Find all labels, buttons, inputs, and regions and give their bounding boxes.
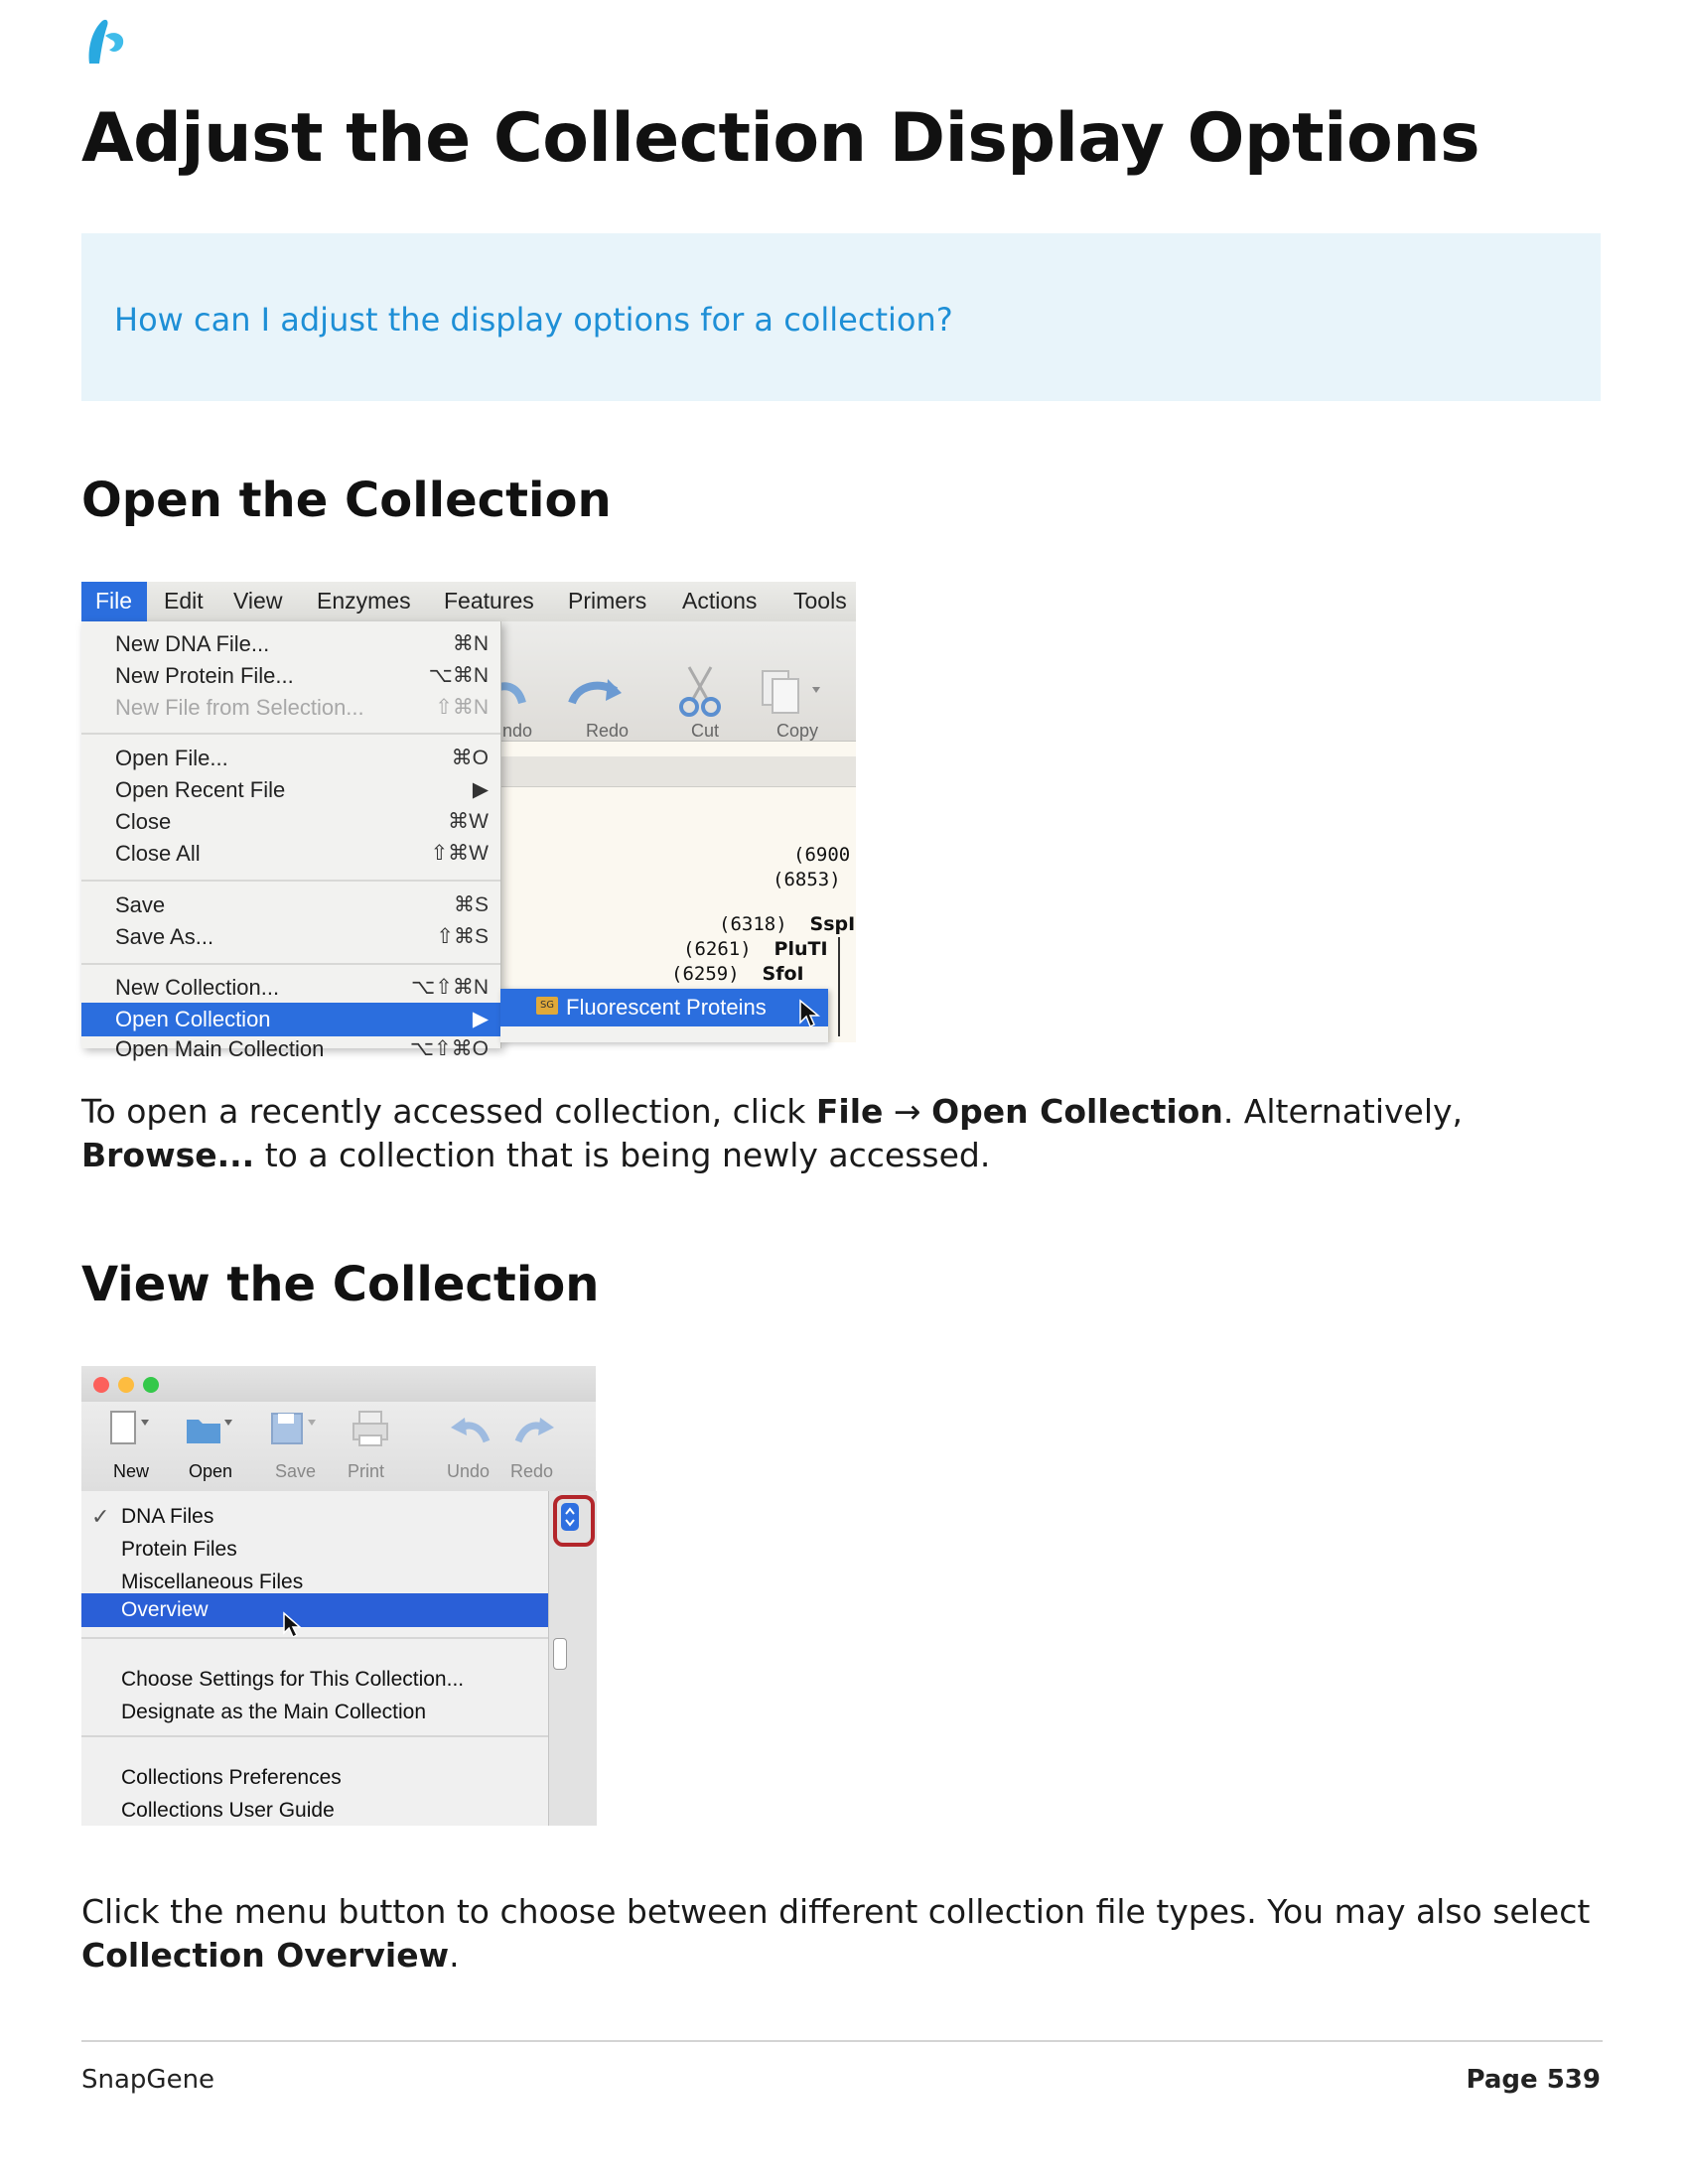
question-callout [81,233,1601,401]
menu-item-overview[interactable] [81,1593,548,1627]
undo-icon[interactable] [449,1414,492,1447]
menu-file[interactable]: File [81,582,147,621]
menu-item-open-file[interactable]: Open File... [115,746,228,770]
collection-side-panel [548,1491,597,1826]
print-icon[interactable] [352,1410,391,1449]
menu-separator [81,880,500,882]
toolbar-undo-label: ndo [502,721,533,741]
menu-item-open-main-collection[interactable]: Open Main Collection [115,1036,325,1061]
menu-item-new-collection[interactable]: New Collection... [115,975,280,1000]
menu-separator [81,1637,548,1639]
footer-page-number: Page 539 [1466,2065,1601,2095]
toolbar-cut-label: Cut [691,721,720,741]
section1-paragraph: To open a recently accessed collection, click File → Open Collection. Alternatively, Browse... to a collection that is being newly accessed. [81,1092,1464,1174]
section-heading-open: Open the Collection [81,473,612,528]
toolbar-open-label: Open [189,1461,233,1481]
menu-item-new-file-from-selection: New File from Selection... [115,695,364,720]
menu-item-choose-settings[interactable]: Choose Settings for This Collection... [121,1668,465,1691]
submenu-item-label: Fluorescent Proteins [566,995,767,1020]
copy-icon[interactable] [759,663,828,719]
checkmark-icon: ✓ [91,1505,110,1530]
section-heading-view: View the Collection [81,1257,600,1312]
mouse-cursor-icon [798,999,822,1028]
open-collection-submenu [500,989,828,1042]
footer-brand: SnapGene [81,2065,215,2095]
file-menu-dropdown: New DNA File... ⌘N New Protein File... ⌥⌘N New File from Selection... ⇧⌘N Open File... ⌘O Open Recent File ▶ Close ⌘W Close All ⇧⌘W Save ⌘S Save As... ⇧⌘S New Collection... ⌥⇧⌘N Open Collection ▶ Open Main Collection ⌥⇧⌘O [81,621,501,1048]
up-down-arrows-icon [561,1503,579,1531]
menu-bar [81,582,856,622]
toolbar [498,621,856,742]
toolbar-undo-label: Undo [447,1461,491,1481]
menu-item-close[interactable]: Close [115,809,172,834]
collection-menu-button[interactable] [561,1503,579,1531]
toolbar-redo-label: Redo [586,721,630,741]
footer-divider [81,2040,1603,2042]
toolbar-new-label: New [113,1461,150,1481]
new-file-icon[interactable] [107,1410,151,1449]
tab-strip [498,756,856,787]
seq-label-sfoi: (6259) SfoI [671,963,804,985]
page-title: Adjust the Collection Display Options [81,99,1480,178]
open-folder-icon[interactable] [185,1410,232,1449]
minimize-window-icon[interactable] [118,1377,134,1393]
menu-item-protein-files[interactable]: Protein Files [121,1538,237,1561]
scroll-stepper[interactable] [553,1638,567,1670]
menu-edit[interactable]: Edit [164,588,204,614]
menu-item-new-protein-file[interactable]: New Protein File... [115,663,294,688]
menu-item-collections-preferences[interactable]: Collections Preferences [121,1766,342,1789]
collection-file-type-menu [81,1491,548,1826]
menu-enzymes[interactable]: Enzymes [317,588,411,614]
toolbar-redo-label: Redo [510,1461,554,1481]
menu-item-designate-main-collection[interactable]: Designate as the Main Collection [121,1701,427,1723]
submenu-item-fluorescent-proteins[interactable] [500,989,828,1026]
window-titlebar [81,1366,596,1402]
menu-item-miscellaneous-files[interactable]: Miscellaneous Files [121,1570,304,1593]
menu-primers[interactable]: Primers [568,588,647,614]
zoom-window-icon[interactable] [143,1377,159,1393]
menu-separator [81,733,500,735]
feature-line [838,937,840,1036]
menu-item-open-collection[interactable]: Open Collection [115,1007,271,1031]
save-disk-icon[interactable] [268,1410,316,1449]
toolbar-save-label: Save [275,1461,317,1481]
snapgene-logo-icon [83,16,133,68]
menu-item-new-dna-file[interactable]: New DNA File... [115,631,270,656]
seq-label-6853: (6853) [773,869,841,890]
section2-paragraph: Click the menu button to choose between different collection file types. You may also select Collection Overview. [81,1892,1591,1975]
menu-item-save[interactable]: Save [115,892,166,917]
file-menu-screenshot [81,582,856,1061]
menu-separator [81,963,500,965]
cut-icon[interactable] [675,663,725,719]
seq-label-pluti: (6261) PluTI [683,938,828,960]
callout-question: How can I adjust the display options for a collection? [114,301,953,339]
seq-label-sspi: (6318) SspI [719,913,856,935]
menu-tools[interactable]: Tools [793,588,847,614]
collection-folder-icon: SG [536,997,558,1015]
toolbar-print-label: Print [348,1461,385,1481]
redo-icon[interactable] [512,1414,556,1447]
menu-item-open-collection-highlight[interactable] [81,1003,500,1036]
chevron-right-icon: ▶ [472,778,489,801]
seq-label-6900: (6900 [793,844,851,866]
redo-icon[interactable] [566,673,626,709]
menu-item-collections-user-guide[interactable]: Collections User Guide [121,1799,335,1822]
menu-features[interactable]: Features [444,588,534,614]
menu-item-overview-label: Overview [121,1598,209,1621]
menu-actions[interactable]: Actions [682,588,758,614]
menu-item-close-all[interactable]: Close All [115,841,201,866]
chevron-right-icon: ▶ [472,1008,489,1030]
menu-item-save-as[interactable]: Save As... [115,924,214,949]
toolbar-copy-label: Copy [776,721,819,741]
menu-item-open-recent-file[interactable]: Open Recent File [115,777,286,802]
menu-item-dna-files[interactable]: DNA Files [121,1505,214,1528]
menu-separator [81,1735,548,1737]
menu-view[interactable]: View [233,588,283,614]
collection-toolbar [81,1402,596,1492]
close-window-icon[interactable] [93,1377,109,1393]
collection-menu-screenshot [81,1366,596,1826]
